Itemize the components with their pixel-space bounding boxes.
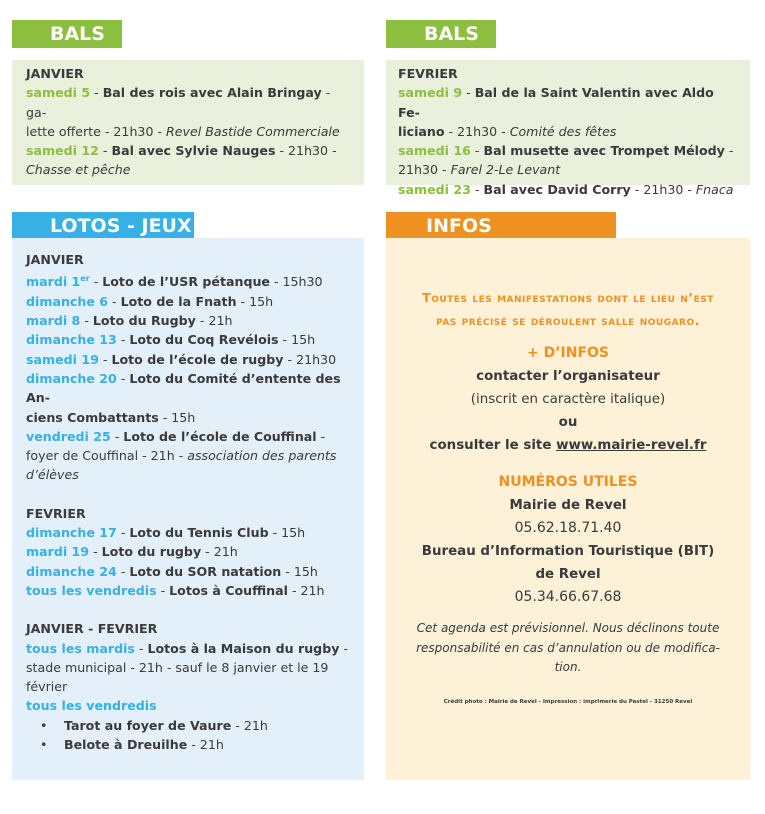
list-item-cont: 21h30 - Farel 2-Le Levant bbox=[398, 162, 561, 178]
contact-text: contacter l’organisateur bbox=[476, 369, 660, 384]
ou-text: ou bbox=[558, 415, 578, 430]
list-item: tous les mardis - Lotos à la Maison du rugby - bbox=[26, 640, 348, 656]
list-item-heading: tous les vendredis bbox=[26, 698, 157, 714]
bit-name-cont: de Revel bbox=[535, 567, 601, 582]
list-item: dimanche 17 - Loto du Tennis Club - 15h bbox=[26, 525, 306, 541]
list-item-cont: stade municipal - 21h - sauf le 8 janvier et le 19 bbox=[26, 659, 329, 675]
list-item: dimanche 13 - Loto du Coq Revélois - 15h bbox=[26, 332, 316, 348]
list-item-cont: ciens Combattants - 15h bbox=[26, 409, 196, 425]
list-item: dimanche 6 - Loto de la Fnath - 15h bbox=[26, 293, 274, 309]
bullet-icon: • bbox=[40, 717, 48, 733]
plus-infos-heading: + D’INFOS bbox=[526, 345, 610, 361]
list-item: vendredi 25 - Loto de l’école de Couffinal - bbox=[26, 428, 326, 444]
inscrit-text: (inscrit en caractère italique) bbox=[470, 392, 666, 407]
bals-panel-left bbox=[12, 20, 364, 185]
infos-panel bbox=[386, 212, 750, 780]
mairie-phone: 05.62.18.71.40 bbox=[514, 520, 622, 536]
month-label: FEVRIER bbox=[26, 505, 86, 521]
bit-phone: 05.34.66.67.68 bbox=[514, 589, 622, 605]
bals-box-right bbox=[386, 60, 750, 197]
disclaimer-text: Cet agenda est prévisionnel. Nous déclinons toute bbox=[416, 621, 720, 635]
month-label: FEVRIER bbox=[398, 66, 458, 81]
infos-box bbox=[386, 238, 750, 780]
list-item-cont: lette offerte - 21h30 - Revel Bastide Commerciale bbox=[26, 123, 340, 139]
bullet-item: • Belote à Dreuilhe - 21h bbox=[26, 735, 352, 754]
list-item: mardi 8 - Loto du Rugby - 21h bbox=[26, 313, 233, 329]
numeros-heading: NUMÉROS UTILES bbox=[498, 474, 638, 490]
list-item-cont: liciano - 21h30 - Comité des fêtes bbox=[398, 123, 617, 139]
bals-panel-right bbox=[386, 20, 750, 197]
notice-text: pas précisé se déroulent salle nougaro. bbox=[436, 313, 700, 328]
list-item-cont: février bbox=[26, 679, 68, 695]
disclaimer-text: responsabilité en cas d’annulation ou de modifica- bbox=[416, 640, 720, 655]
list-item: mardi 1er - Loto de l’USR pétanque - 15h30 bbox=[26, 274, 323, 290]
list-item: tous les vendredis - Lotos à Couffinal - 21h bbox=[26, 582, 325, 598]
bullet-icon: • bbox=[40, 737, 48, 753]
bit-name: Bureau d’Information Touristique (BIT) bbox=[421, 544, 715, 559]
lotos-panel bbox=[12, 212, 364, 780]
list-item: mardi 19 - Loto du rugby - 21h bbox=[26, 544, 238, 560]
disclaimer-text: tion. bbox=[554, 660, 582, 674]
list-item: dimanche 20 - Loto du Comité d’entente des An- bbox=[26, 370, 341, 406]
site-link[interactable]: www.mairie-revel.fr bbox=[556, 438, 707, 453]
list-item-cont: Chasse et pêche bbox=[26, 162, 131, 178]
list-item: dimanche 24 - Loto du SOR natation - 15h bbox=[26, 563, 318, 579]
bals-title-right: BALS bbox=[386, 20, 496, 48]
list-item: samedi 5 - Bal des rois avec Alain Bringay - ga- bbox=[26, 85, 331, 120]
list-item: samedi 12 - Bal avec Sylvie Nauges - 21h30 - bbox=[26, 143, 337, 159]
month-label: JANVIER - FEVRIER bbox=[26, 621, 158, 637]
list-item: samedi 16 - Bal musette avec Trompet Mélody - bbox=[398, 143, 734, 159]
list-item-cont: foyer de Couffinal - 21h - association des parents bbox=[26, 448, 337, 464]
notice-text: Toutes les manifestations dont le lieu n’est bbox=[422, 290, 714, 305]
infos-title: INFOS bbox=[386, 212, 616, 240]
consult-line: consulter le site www.mairie-revel.fr bbox=[429, 438, 707, 453]
lotos-title: LOTOS - JEUX bbox=[12, 212, 194, 240]
bals-title-left: BALS bbox=[12, 20, 122, 48]
month-label: JANVIER bbox=[26, 252, 84, 267]
list-item: samedi 19 - Loto de l’école de rugby - 21h30 bbox=[26, 351, 337, 367]
bals-box-left bbox=[12, 60, 364, 185]
bullet-item: • Tarot au foyer de Vaure - 21h bbox=[26, 716, 352, 735]
list-item: samedi 23 - Bal avec David Corry - 21h30 - Fnaca bbox=[398, 181, 734, 197]
month-label: JANVIER bbox=[26, 66, 84, 81]
lotos-box bbox=[12, 238, 364, 780]
list-item-cont: d’élèves bbox=[26, 467, 79, 483]
mairie-name: Mairie de Revel bbox=[509, 498, 627, 513]
credit-text: Crédit photo : Mairie de Revel - Impression : imprimerie du Pastel - 31250 Revel bbox=[443, 698, 693, 705]
list-item: samedi 9 - Bal de la Saint Valentin avec Aldo Fe- bbox=[398, 85, 714, 120]
